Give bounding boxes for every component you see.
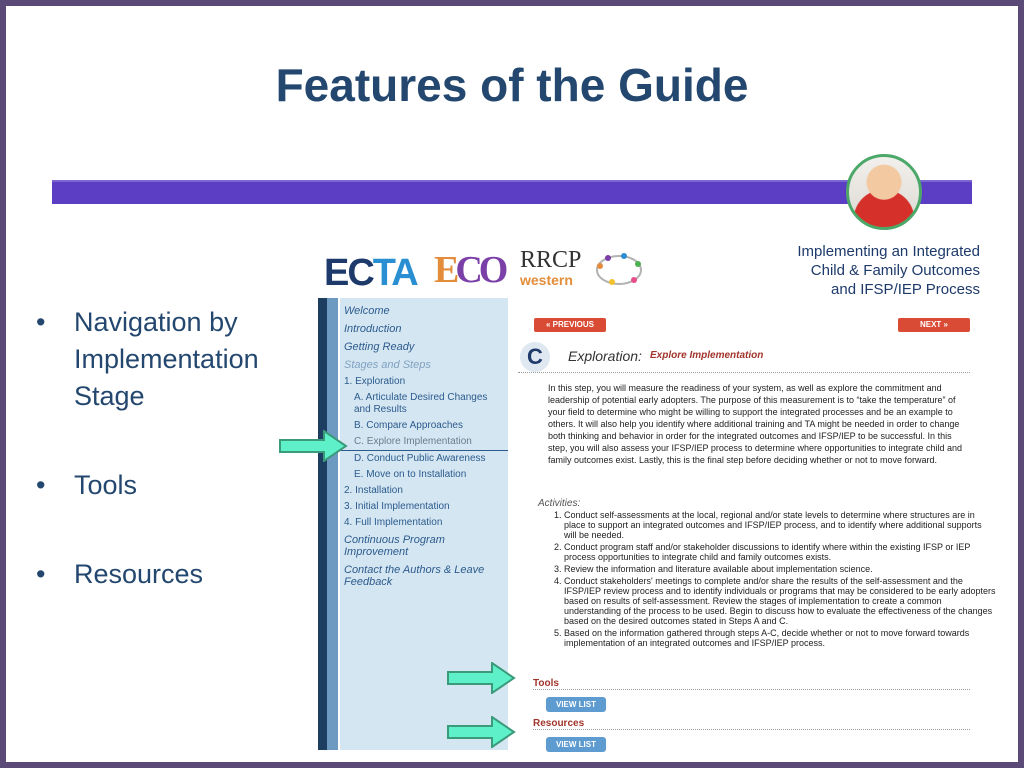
- nav-welcome[interactable]: Welcome: [344, 305, 390, 317]
- nav-continuous-improvement[interactable]: Continuous Program Improvement: [344, 534, 445, 558]
- rrcp-dots-icon: [594, 252, 644, 288]
- resources-heading: Resources: [533, 718, 970, 730]
- slide: [6, 6, 1018, 762]
- eco-logo: ECO: [434, 249, 505, 291]
- guide-content: [518, 298, 996, 750]
- activity-item: 1. Conduct self-assessments at the local, regional and/or state levels to determine where structures are in place to support an integrated outcomes and IFSP/IEP process, and to identify where additional supports will be needed.: [564, 510, 996, 540]
- bullet-tools: • Tools: [34, 467, 304, 504]
- next-button[interactable]: NEXT »: [898, 318, 970, 332]
- nav-contact-authors[interactable]: Contact the Authors & Leave Feedback: [344, 564, 485, 588]
- child-photo: [846, 154, 922, 230]
- nav-step-e[interactable]: E. Move on to Installation: [354, 469, 467, 480]
- step-letter-badge: C: [520, 342, 550, 372]
- step-heading-main: Exploration:: [568, 348, 642, 364]
- logo-strip: [324, 238, 980, 298]
- nav-step-a[interactable]: A. Articulate Desired Changes and Results: [354, 392, 488, 415]
- guide-screenshot: [318, 298, 996, 750]
- bullet-list: [34, 304, 304, 645]
- bullet-dot-icon: •: [36, 559, 46, 589]
- bullet-resources: • Resources: [34, 556, 304, 593]
- nav-getting-ready[interactable]: Getting Ready: [344, 341, 415, 353]
- step-heading: [518, 344, 970, 373]
- tools-heading: Tools: [533, 678, 970, 690]
- previous-button[interactable]: « PREVIOUS: [534, 318, 606, 332]
- tools-view-list-button[interactable]: VIEW LIST: [546, 694, 606, 712]
- guide-title: Implementing an Integrated Child & Family Outcomes and IFSP/IEP Process: [797, 243, 980, 298]
- nav-stage-initial[interactable]: 3. Initial Implementation: [344, 501, 450, 512]
- activity-item: 2. Conduct program staff and/or stakeholder discussions to identify where within the existing IFSP or IEP process opportunities to integrate child and family outcomes exists.: [564, 542, 996, 562]
- nav-step-d[interactable]: D. Conduct Public Awareness: [354, 453, 486, 464]
- nav-stage-installation[interactable]: 2. Installation: [344, 485, 403, 496]
- header-banner: [52, 180, 972, 204]
- bullet-navigation: • Navigation by Implementation Stage: [34, 304, 304, 415]
- bullet-dot-icon: •: [36, 470, 46, 500]
- bullet-dot-icon: •: [36, 307, 46, 337]
- arrow-navigation-icon: [278, 430, 348, 462]
- activity-item: 4. Conduct stakeholders' meetings to complete and/or share the results of the self-assessment and the IFSP/IEP review process and to identify individuals or programs that may be considered to be early adopters based on results of self-assessment. Review the stages of implementation to create a common understanding of the process to be used. Begin to discuss how to evaluate the effectiveness of the changes based on the desired outcomes stated in Steps A and C.: [564, 576, 996, 626]
- nav-stages-heading: Stages and Steps: [344, 359, 431, 371]
- step-heading-sub: Explore Implementation: [650, 350, 764, 361]
- nav-stage-full[interactable]: 4. Full Implementation: [344, 517, 443, 528]
- nav-stage-exploration[interactable]: 1. Exploration: [344, 376, 406, 387]
- rrcp-logo: RRCP western: [520, 247, 582, 288]
- step-intro: In this step, you will measure the readiness of your system, as well as explore the commitment and leadership of potential early adopters. The purpose of this measurement is to “take the temperature” of your field to determine who might be willing to support the integrated processes and be an example to others. It will also help you identify where additional training and TA might be needed in order to change both thinking and behavior in order for the integrated outcomes and IFSP/IEP to be successful. In this step, you will also assess your IFSP/IEP process to determine where opportunities to integrate child and family outcomes exist. Lastly, this is the final step before deciding whether or not to move forward.: [548, 383, 963, 465]
- nav-step-c[interactable]: C. Explore Implementation: [340, 434, 508, 451]
- ecta-logo: ECTA: [324, 252, 417, 294]
- arrow-tools-icon: [446, 662, 516, 694]
- activities-heading: Activities:: [538, 498, 581, 509]
- activity-item: 5. Based on the information gathered through steps A-C, decide whether or not to move forward towards implementation of an integrated outcomes and IFSP/IEP process.: [564, 628, 996, 648]
- resources-view-list-button[interactable]: VIEW LIST: [546, 734, 606, 752]
- activity-item: 3. Review the information and literature available about implementation science.: [564, 564, 996, 574]
- nav-step-b[interactable]: B. Compare Approaches: [354, 420, 463, 431]
- arrow-resources-icon: [446, 716, 516, 748]
- nav-introduction[interactable]: Introduction: [344, 323, 402, 335]
- activities-list: [534, 510, 996, 650]
- slide-title: Features of the Guide: [275, 59, 749, 111]
